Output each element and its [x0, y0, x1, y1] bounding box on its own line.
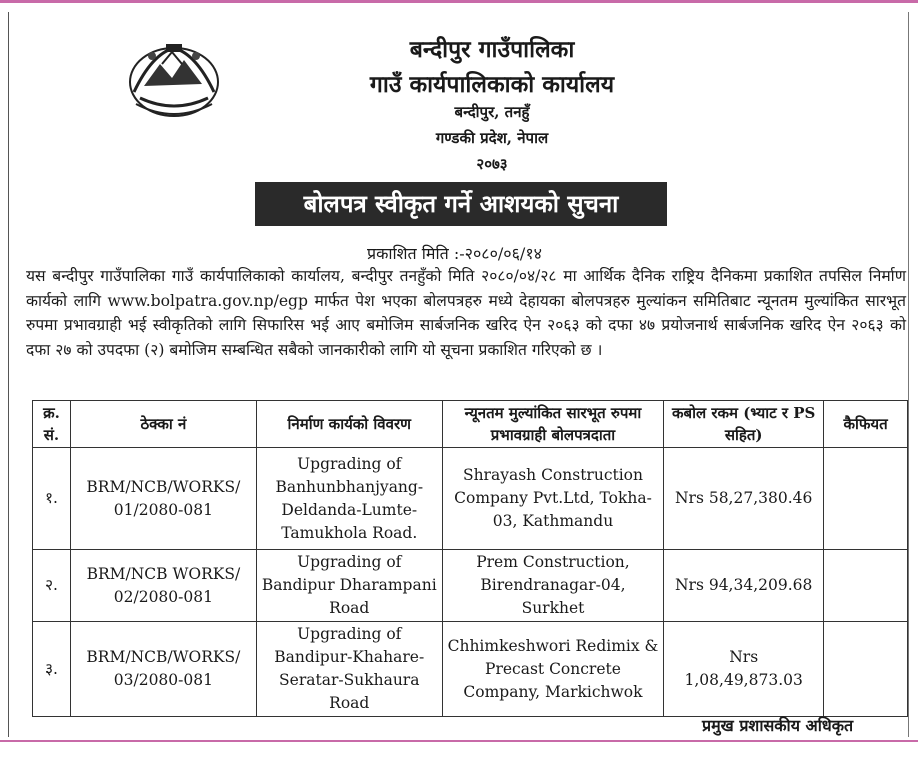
cell-sn: ३. [33, 622, 71, 717]
table-row [33, 622, 908, 717]
header-contract-no: ठेक्का नं [70, 401, 256, 448]
header-bidder: न्यूनतम मुल्यांकित सारभूत रुपमा प्रभावग्राही बोलपत्रदाता [442, 401, 664, 448]
notice-title: बोलपत्र स्वीकृत गर्ने आशयको सुचना [255, 182, 667, 226]
table-row [33, 550, 908, 622]
address-line-2: गण्डकी प्रदेश, नेपाल [435, 129, 549, 147]
header-remarks: कैफियत [824, 401, 908, 448]
header-sn: क्र. सं. [33, 401, 71, 448]
cell-sn: २. [33, 550, 71, 622]
published-date: प्रकाशित मिति :-२०८०/०६/१४ [367, 244, 542, 263]
right-border [908, 12, 909, 737]
year: २०७३ [476, 155, 508, 173]
notice-body: यस बन्दीपुर गाउँपालिका गाउँ कार्यपालिकाको कार्यालय, बन्दीपुर तनहुँको मिति २०८०/०४/२८ मा आर्थिक दैनिक राष्ट्रिय दैनिकमा प्रकाशित तपसिल निर्माण कार्यको लागि www.bolpatra.gov.np/egp मार्फत पेश भएका बोलपत्रहरु मध्ये देहायका बोलपत्रहरु मुल्यांकन समितिबाट न्यूनतम मुल्यांकित सारभूत रुपमा प्रभावग्राही भई स्वीकृतिको लागि सिफारिस भई आए बमोजिम सार्बजनिक खरिद ऐन २०६३ को दफा ४७ प्रयोजनार्थ सार्बजनिक खरिद ऐन २०६३ को दफा २७ को उपदफा (२) बमोजिम सम्बन्धित सबैको जानकारीको लागि यो सूचना प्रकाशित गरिएको छ । [26, 267, 906, 359]
cell-sn: १. [33, 448, 71, 550]
cell-amount: Nrs 94,34,209.68 [664, 550, 824, 622]
cell-description: Upgrading of Banhunbhanjyang-Deldanda-Lumte-Tamukhola Road. [256, 448, 442, 550]
office-name: गाउँ कार्यपालिकाको कार्यालय [369, 71, 615, 98]
notice-sheet [12, 14, 906, 738]
cell-bidder: Chhimkeshwori Redimix & Precast Concrete Company, Markichwok [442, 622, 664, 717]
government-emblem-icon [122, 34, 227, 124]
cell-contract-no: BRM/NCB WORKS/ 02/2080-081 [70, 550, 256, 622]
left-border [8, 12, 9, 737]
org-name: बन्दीपुर गाउँपालिका [409, 36, 575, 63]
cell-contract-no: BRM/NCB/WORKS/ 03/2080-081 [70, 622, 256, 717]
bottom-border [0, 740, 918, 762]
table-header-row [33, 401, 908, 448]
cell-contract-no: BRM/NCB/WORKS/ 01/2080-081 [70, 448, 256, 550]
header-amount: कबोल रकम (भ्याट र PS सहित) [664, 401, 824, 448]
top-border [0, 0, 918, 3]
cell-bidder: Prem Construction, Birendranagar-04, Surkhet [442, 550, 664, 622]
cell-description: Upgrading of Bandipur Dharampani Road [256, 550, 442, 622]
bid-table [32, 400, 908, 717]
cell-bidder: Shrayash Construction Company Pvt.Ltd, Tokha-03, Kathmandu [442, 448, 664, 550]
cell-remarks [824, 448, 908, 550]
header-description: निर्माण कार्यको विवरण [256, 401, 442, 448]
cell-amount: Nrs 58,27,380.46 [664, 448, 824, 550]
cell-description: Upgrading of Bandipur-Khahare-Seratar-Sukhaura Road [256, 622, 442, 717]
cell-remarks [824, 550, 908, 622]
address-line-1: बन्दीपुर, तनहुँ [454, 103, 530, 121]
table-row [33, 448, 908, 550]
cell-amount: Nrs 1,08,49,873.03 [664, 622, 824, 717]
signatory-title: प्रमुख प्रशासकीय अधिकृत [702, 716, 854, 735]
cell-remarks [824, 622, 908, 717]
